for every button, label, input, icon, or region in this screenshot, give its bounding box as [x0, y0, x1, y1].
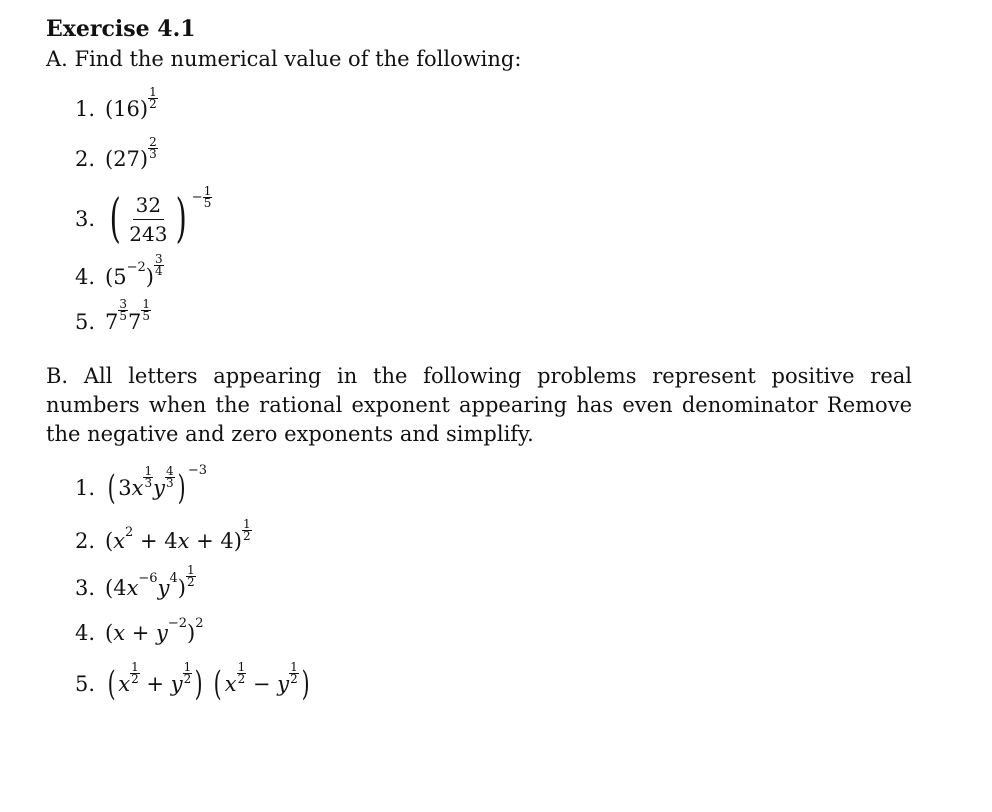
part-b-heading: B. All letters appearing in the following problems represent positive real numbers when the rational exponent appearing has even denominator Remove the negative and zero exponents and simplify. — [46, 364, 912, 446]
left-paren: ( — [109, 189, 121, 249]
part-a-heading: A. Find the numerical value of the following: — [46, 47, 522, 71]
part-b-item-4: 4. ( x + y −2 ) 2 — [75, 616, 204, 645]
part-b-item-1: 1. ( 3 x 1 3 y 4 3 ) −3 — [75, 462, 208, 508]
part-a-item-5: 5. 7 3 5 7 1 5 — [75, 297, 151, 334]
part-a-item-2: 2. (27) 2 3 — [75, 134, 157, 171]
part-b-item-5: 5. ( x 1 2 + y 1 2 ) ( x 1 2 − y 1 2 ) — [75, 659, 310, 704]
exercise-title: Exercise 4.1 — [46, 16, 196, 42]
part-a-item-1: 1. (16) 1 2 — [75, 84, 157, 121]
part-b-item-3: 3. (4 x −6 y 4 ) 1 2 — [75, 563, 195, 600]
right-paren: ) — [176, 189, 188, 249]
exercise-page — [46, 14, 912, 713]
part-a-item-4: 4. (5 −2 ) 3 4 — [75, 252, 163, 289]
part-a-item-3: 3. ( 32 243 ) − $\frac{1}{5}$ — [75, 183, 212, 249]
part-b-item-2: 2. ( x 2 + 4 x + 4) 1 2 — [75, 516, 251, 553]
